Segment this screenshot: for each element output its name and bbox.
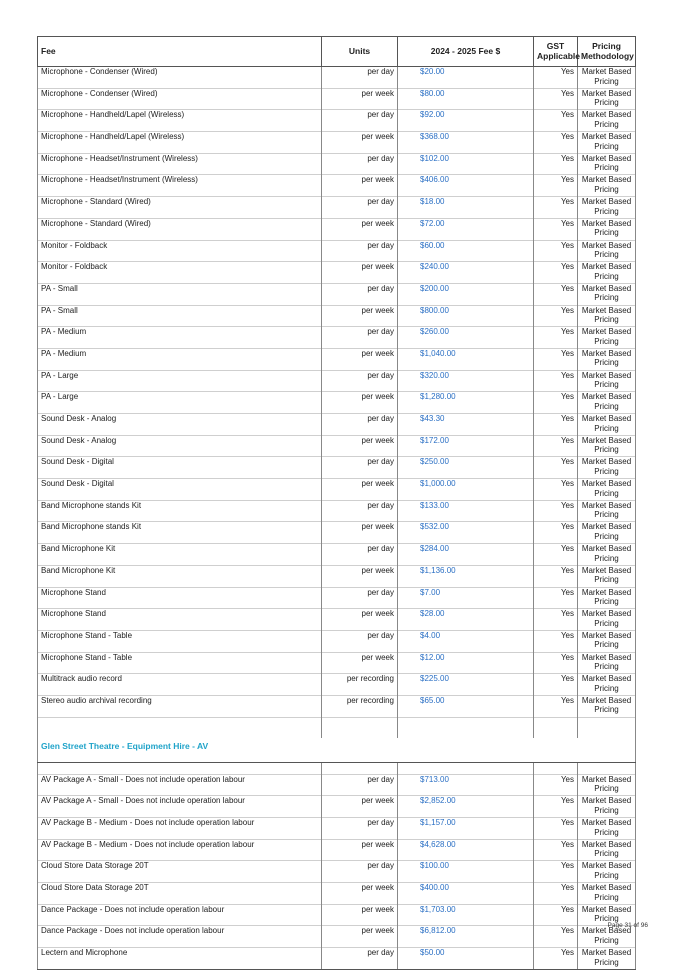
gst-applicable: Yes [534,839,578,861]
table-row [38,370,636,392]
fee-name: Lectern and Microphone [38,948,322,970]
spacer-cell [322,717,398,738]
fee-units: per recording [322,674,398,696]
pricing-methodology: Market Based Pricing [578,500,636,522]
fee-name: Band Microphone Kit [38,565,322,587]
gst-applicable: Yes [534,392,578,414]
fee-units: per day [322,861,398,883]
pricing-methodology: Market Based Pricing [578,457,636,479]
fee-name: Microphone Stand [38,609,322,631]
gst-applicable: Yes [534,370,578,392]
fee-name: AV Package B - Medium - Does not include operation labour [38,839,322,861]
table-row [38,283,636,305]
table-row [38,544,636,566]
fee-name: Sound Desk - Digital [38,479,322,501]
table-row [38,262,636,284]
fee-amount: $7.00 [398,587,534,609]
table-row [38,674,636,696]
fee-units: per week [322,926,398,948]
fee-name: PA - Small [38,283,322,305]
table-row [38,348,636,370]
fee-units: per week [322,565,398,587]
gst-applicable: Yes [534,218,578,240]
fee-amount: $406.00 [398,175,534,197]
gst-applicable: Yes [534,348,578,370]
fee-amount: $172.00 [398,435,534,457]
pricing-methodology: Market Based Pricing [578,262,636,284]
fee-amount: $28.00 [398,609,534,631]
fee-units: per day [322,544,398,566]
gap-cell [578,762,636,774]
section-header-row [38,738,636,763]
table-row [38,153,636,175]
gst-applicable: Yes [534,175,578,197]
fee-units: per week [322,262,398,284]
fee-amount: $92.00 [398,110,534,132]
section-title: Glen Street Theatre - Equipment Hire - AV [38,738,636,763]
fee-amount: $100.00 [398,861,534,883]
table-row [38,414,636,436]
fee-amount: $65.00 [398,695,534,717]
gst-applicable: Yes [534,67,578,89]
pricing-methodology: Market Based Pricing [578,904,636,926]
pricing-methodology: Market Based Pricing [578,67,636,89]
table-row [38,818,636,840]
pricing-methodology: Market Based Pricing [578,414,636,436]
page-number: Page 31 of 96 [607,922,648,929]
gst-applicable: Yes [534,153,578,175]
fee-name: Cloud Store Data Storage 20T [38,861,322,883]
table-header-row [38,37,636,67]
fee-amount: $102.00 [398,153,534,175]
fee-amount: $800.00 [398,305,534,327]
pricing-methodology: Market Based Pricing [578,630,636,652]
fee-units: per day [322,283,398,305]
pricing-methodology: Market Based Pricing [578,544,636,566]
fee-units: per day [322,818,398,840]
gst-applicable: Yes [534,926,578,948]
fee-amount: $1,040.00 [398,348,534,370]
gst-applicable: Yes [534,630,578,652]
pricing-methodology: Market Based Pricing [578,674,636,696]
fee-name: PA - Medium [38,327,322,349]
gst-applicable: Yes [534,327,578,349]
gst-applicable: Yes [534,695,578,717]
table-row [38,457,636,479]
header-fee-year: 2024 - 2025 Fee $ [398,37,534,67]
fee-amount: $6,812.00 [398,926,534,948]
fee-amount: $200.00 [398,283,534,305]
gst-applicable: Yes [534,861,578,883]
fee-name: Microphone Stand [38,587,322,609]
fee-amount: $20.00 [398,67,534,89]
fee-amount: $60.00 [398,240,534,262]
fee-amount: $4,628.00 [398,839,534,861]
pricing-methodology: Market Based Pricing [578,948,636,970]
fee-units: per day [322,327,398,349]
table-row [38,839,636,861]
spacer-row [38,717,636,738]
fee-name: Monitor - Foldback [38,262,322,284]
fee-name: Microphone - Condenser (Wired) [38,67,322,89]
pricing-methodology: Market Based Pricing [578,392,636,414]
fee-name: AV Package A - Small - Does not include operation labour [38,796,322,818]
header-fee: Fee [38,37,322,67]
fee-units: per day [322,153,398,175]
fee-units: per week [322,883,398,905]
gst-applicable: Yes [534,88,578,110]
fee-name: Sound Desk - Digital [38,457,322,479]
gst-applicable: Yes [534,609,578,631]
table-row [38,110,636,132]
fee-name: Microphone - Handheld/Lapel (Wireless) [38,132,322,154]
table-row [38,132,636,154]
fee-name: AV Package B - Medium - Does not include operation labour [38,818,322,840]
fee-name: Multitrack audio record [38,674,322,696]
fee-amount: $400.00 [398,883,534,905]
fee-units: per week [322,88,398,110]
table-row [38,695,636,717]
fee-name: Microphone - Handheld/Lapel (Wireless) [38,110,322,132]
fee-name: Dance Package - Does not include operation labour [38,926,322,948]
pricing-methodology: Market Based Pricing [578,283,636,305]
fee-amount: $320.00 [398,370,534,392]
table-row [38,218,636,240]
fee-name: Dance Package - Does not include operation labour [38,904,322,926]
fee-units: per day [322,587,398,609]
pricing-methodology: Market Based Pricing [578,926,636,948]
fee-units: per day [322,370,398,392]
fee-name: Microphone - Headset/Instrument (Wireless) [38,175,322,197]
pricing-methodology: Market Based Pricing [578,839,636,861]
gst-applicable: Yes [534,587,578,609]
fee-name: Stereo audio archival recording [38,695,322,717]
fee-amount: $532.00 [398,522,534,544]
pricing-methodology: Market Based Pricing [578,305,636,327]
table-row [38,500,636,522]
gst-applicable: Yes [534,774,578,796]
fee-units: per day [322,630,398,652]
table-row [38,392,636,414]
fee-amount: $72.00 [398,218,534,240]
table-row [38,861,636,883]
pricing-methodology: Market Based Pricing [578,587,636,609]
fee-name: AV Package A - Small - Does not include operation labour [38,774,322,796]
gst-applicable: Yes [534,674,578,696]
fee-name: Cloud Store Data Storage 20T [38,883,322,905]
fee-schedule-page [37,36,635,970]
pricing-methodology: Market Based Pricing [578,197,636,219]
fee-units: per week [322,839,398,861]
gst-applicable: Yes [534,522,578,544]
pricing-methodology: Market Based Pricing [578,327,636,349]
fee-units: per week [322,609,398,631]
fee-name: Band Microphone stands Kit [38,522,322,544]
table-row [38,587,636,609]
table-row [38,883,636,905]
fee-amount: $80.00 [398,88,534,110]
fee-units: per day [322,774,398,796]
fee-units: per day [322,500,398,522]
fee-amount: $12.00 [398,652,534,674]
pricing-methodology: Market Based Pricing [578,565,636,587]
gst-applicable: Yes [534,305,578,327]
gap-cell [322,762,398,774]
pricing-methodology: Market Based Pricing [578,883,636,905]
gst-applicable: Yes [534,435,578,457]
spacer-cell [398,717,534,738]
pricing-methodology: Market Based Pricing [578,435,636,457]
table-row [38,609,636,631]
spacer-cell [38,717,322,738]
fee-amount: $713.00 [398,774,534,796]
fee-units: per day [322,240,398,262]
table-row [38,305,636,327]
fee-amount: $43.30 [398,414,534,436]
gst-applicable: Yes [534,240,578,262]
fee-units: per day [322,948,398,970]
pricing-methodology: Market Based Pricing [578,240,636,262]
table-row [38,926,636,948]
fee-amount: $240.00 [398,262,534,284]
table-row [38,796,636,818]
table-row [38,565,636,587]
table-row [38,175,636,197]
fee-units: per day [322,197,398,219]
spacer-cell [534,717,578,738]
fee-units: per week [322,522,398,544]
fee-units: per week [322,435,398,457]
fee-amount: $260.00 [398,327,534,349]
pricing-methodology: Market Based Pricing [578,479,636,501]
fee-amount: $50.00 [398,948,534,970]
table-row [38,522,636,544]
table-row [38,197,636,219]
header-gst: GST Applicable [534,37,578,67]
fee-name: PA - Large [38,392,322,414]
table-row [38,435,636,457]
pricing-methodology: Market Based Pricing [578,175,636,197]
pricing-methodology: Market Based Pricing [578,818,636,840]
fee-units: per week [322,652,398,674]
gst-applicable: Yes [534,283,578,305]
pricing-methodology: Market Based Pricing [578,153,636,175]
spacer-cell [578,717,636,738]
table-row [38,904,636,926]
pricing-methodology: Market Based Pricing [578,609,636,631]
fee-amount: $225.00 [398,674,534,696]
fee-name: PA - Medium [38,348,322,370]
fee-name: Microphone - Headset/Instrument (Wireless) [38,153,322,175]
gst-applicable: Yes [534,132,578,154]
gst-applicable: Yes [534,818,578,840]
table-row [38,88,636,110]
header-methodology: Pricing Methodology [578,37,636,67]
fee-amount: $1,703.00 [398,904,534,926]
fee-units: per week [322,132,398,154]
table-row [38,479,636,501]
fee-amount: $368.00 [398,132,534,154]
fee-units: per week [322,175,398,197]
fee-name: Band Microphone stands Kit [38,500,322,522]
gap-row [38,762,636,774]
fee-name: Band Microphone Kit [38,544,322,566]
gst-applicable: Yes [534,414,578,436]
gst-applicable: Yes [534,883,578,905]
pricing-methodology: Market Based Pricing [578,796,636,818]
table-row [38,240,636,262]
fee-units: per day [322,67,398,89]
table-row [38,67,636,89]
gst-applicable: Yes [534,457,578,479]
fee-amount: $1,157.00 [398,818,534,840]
fee-units: per week [322,218,398,240]
table-row [38,630,636,652]
fee-name: Microphone - Condenser (Wired) [38,88,322,110]
table-row [38,774,636,796]
gst-applicable: Yes [534,565,578,587]
fee-name: Microphone Stand - Table [38,652,322,674]
pricing-methodology: Market Based Pricing [578,132,636,154]
fee-amount: $284.00 [398,544,534,566]
gst-applicable: Yes [534,479,578,501]
table-body [38,67,636,970]
fee-amount: $2,852.00 [398,796,534,818]
fee-amount: $1,000.00 [398,479,534,501]
gst-applicable: Yes [534,796,578,818]
fee-name: Sound Desk - Analog [38,414,322,436]
fee-amount: $1,280.00 [398,392,534,414]
fee-name: PA - Small [38,305,322,327]
fee-units: per week [322,392,398,414]
pricing-methodology: Market Based Pricing [578,522,636,544]
fee-units: per week [322,796,398,818]
pricing-methodology: Market Based Pricing [578,774,636,796]
fee-name: Sound Desk - Analog [38,435,322,457]
gst-applicable: Yes [534,652,578,674]
gst-applicable: Yes [534,262,578,284]
fee-name: Microphone - Standard (Wired) [38,197,322,219]
gap-cell [398,762,534,774]
fee-units: per week [322,904,398,926]
pricing-methodology: Market Based Pricing [578,695,636,717]
fee-units: per day [322,414,398,436]
fee-amount: $4.00 [398,630,534,652]
fee-name: Monitor - Foldback [38,240,322,262]
pricing-methodology: Market Based Pricing [578,88,636,110]
pricing-methodology: Market Based Pricing [578,861,636,883]
fee-name: Microphone - Standard (Wired) [38,218,322,240]
fee-units: per recording [322,695,398,717]
fee-table [37,36,636,970]
table-row [38,948,636,970]
fee-amount: $18.00 [398,197,534,219]
table-row [38,652,636,674]
gst-applicable: Yes [534,948,578,970]
fee-name: Microphone Stand - Table [38,630,322,652]
fee-amount: $1,136.00 [398,565,534,587]
fee-units: per day [322,110,398,132]
gap-cell [534,762,578,774]
pricing-methodology: Market Based Pricing [578,110,636,132]
fee-amount: $250.00 [398,457,534,479]
gst-applicable: Yes [534,544,578,566]
fee-amount: $133.00 [398,500,534,522]
table-row [38,327,636,349]
gst-applicable: Yes [534,197,578,219]
gst-applicable: Yes [534,110,578,132]
pricing-methodology: Market Based Pricing [578,218,636,240]
gst-applicable: Yes [534,500,578,522]
pricing-methodology: Market Based Pricing [578,348,636,370]
pricing-methodology: Market Based Pricing [578,370,636,392]
fee-units: per day [322,457,398,479]
fee-units: per week [322,305,398,327]
header-units: Units [322,37,398,67]
fee-name: PA - Large [38,370,322,392]
gst-applicable: Yes [534,904,578,926]
pricing-methodology: Market Based Pricing [578,652,636,674]
fee-units: per week [322,348,398,370]
gap-cell [38,762,322,774]
fee-units: per week [322,479,398,501]
